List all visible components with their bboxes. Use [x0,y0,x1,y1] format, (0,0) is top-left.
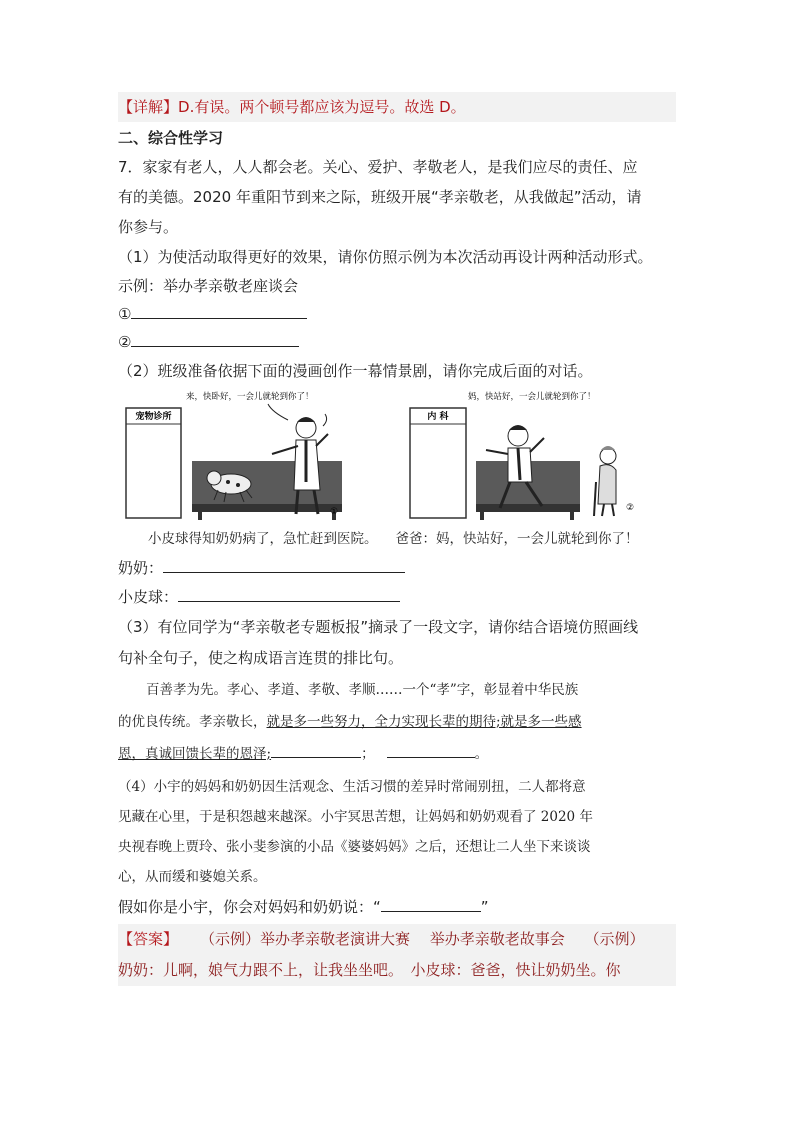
p4-line-1: （4）小宇的妈妈和奶奶因生活观念、生活习惯的差异时常闹别扭，二人都将意 [118,779,586,795]
p3-paragraph-2 [118,706,676,738]
p3-paragraph-1: 百善孝为先。孝心、孝道、孝敬、孝顺……一个“孝”字，彰显着中华民族 [146,682,579,698]
pet-clinic-sign: 宠物诊所 [135,412,172,422]
answer-line-2: 奶奶：儿啊，娘气力跟不上，让我坐坐吧。 小皮球：爸爸，快让奶奶坐。你 [118,961,621,979]
answer-number-1: ① [118,305,132,323]
q7-part2-prompt: （2）班级准备依据下面的漫画创作一幕情景剧，请你完成后面的对话。 [118,362,593,380]
q7-intro-2: 有的美德。2020 年重阳节到来之际，班级开展“孝亲敬老，从我做起”活动，请 [118,188,642,206]
p4-line-3: 央视春晚上贾玲、张小斐参演的小品《婆婆妈妈》之后，还想让二人坐下来谈谈 [118,839,591,855]
q7-part1-example: 示例：举办孝亲敬老座谈会 [118,277,299,295]
p4-line-2: 见藏在心里，于是积怨越来越深。小宇冥思苦想，让妈妈和奶奶观看了 2020 年 [118,809,593,825]
p4-line-4: 心，从而缓和婆媳关系。 [118,869,267,885]
grandma-answer-blank[interactable] [163,556,405,573]
p4-answer-blank[interactable] [381,895,481,912]
dialog-pipi-line [118,582,676,612]
comic-illustration [118,386,676,524]
p4-ask-line [118,892,676,922]
answer-tag: 【答案】 [118,930,179,948]
document-page [118,92,676,986]
q7-part3-prompt-1: （3）有位同学为“孝亲敬老专题板报”摘录了一段文字，请你结合语境仿照画线 [118,618,639,636]
panel-number-2: ② [626,503,635,513]
answer-text-1: （示例）举办孝亲敬老演讲大赛 举办孝亲敬老故事会 （示例） [200,930,645,948]
p3-semicolon: ； [361,746,375,762]
right-speech-bubble: 妈，快站好，一会儿就轮到你了！ [468,392,596,402]
p3-blank-1[interactable] [271,741,361,758]
answer-number-2: ② [118,333,132,351]
comic-panel-right [406,390,644,520]
internal-medicine-sign: 内 科 [427,412,449,422]
q7-part1-prompt: （1）为使活动取得更好的效果，请你仿照示例为本次活动再设计两种活动形式。 [118,248,653,266]
section-title: 二、综合性学习 [118,129,224,147]
p3-blank-2[interactable] [387,741,475,758]
q7-intro-1: 7．家家有老人，人人都会老。关心、爱护、孝敬老人，是我们应尽的责任、应 [118,158,638,176]
left-speech-bubble: 来，快卧好，一会儿就轮到你了！ [186,392,314,402]
comic-panels [118,386,676,524]
answer-blank-2[interactable] [131,330,299,347]
p4-ask-end: ” [480,898,489,916]
detail-line [118,92,676,122]
p3-underlined-sentence: 就是多一些努力，全力实现长辈的期待;就是多一些感 [266,714,582,730]
p4-ask: 假如你是小宇，你会对妈妈和奶奶说：“ [118,898,381,916]
pipi-label: 小皮球： [118,588,179,606]
p3-para3-underlined: 恩，真诚回馈长辈的恩泽; [118,746,272,762]
answer-line-2 [118,328,676,356]
comic-panel-left [120,390,364,520]
q7-intro-3: 你参与。 [118,218,179,236]
p3-period: 。 [474,746,489,762]
panel-number-1: ① [330,507,339,517]
dialog-grandma-line [118,554,676,582]
caption-left: 小皮球得知奶奶病了，急忙赶到医院。 [148,531,378,547]
comic-captions [118,524,676,554]
grandma-label: 奶奶： [118,559,164,577]
detail-tag: 【详解】 [118,98,179,116]
q7-part3-prompt-2: 句补全句子，使之构成语言连贯的排比句。 [118,649,404,667]
p3-para2-a: 的优良传统。孝亲敬长， [118,714,267,730]
answer-line-1 [118,300,676,328]
pipi-answer-blank[interactable] [178,585,400,602]
answer-blank-1[interactable] [131,302,307,319]
p3-paragraph-3 [118,738,676,770]
answer-block [118,924,676,986]
answer-line-1 [118,924,676,954]
caption-right: 爸爸：妈，快站好，一会儿就轮到你了！ [395,531,639,547]
detail-text: D.有误。两个顿号都应该为逗号。故选 D。 [178,98,466,116]
